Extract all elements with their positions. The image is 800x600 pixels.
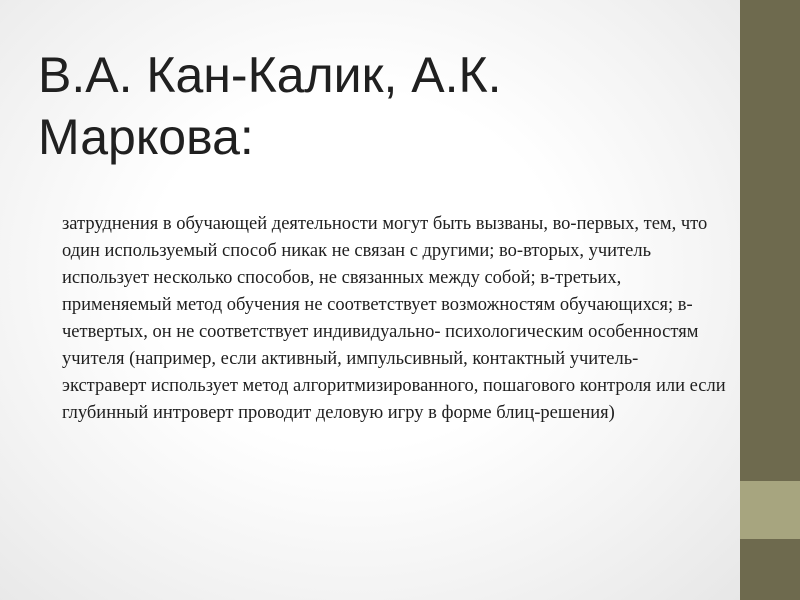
slide-title: В.А. Кан-Калик, А.К. Маркова: [38,47,502,165]
slide-body-text: затруднения в обучающей деятельности могут быть вызваны, во-первых, тем, что один используемый способ никак не связан с другими; во-вторых, учитель использует несколько способов, не связанных между собой; в-третьих, применяемый метод обучения не соответствует возможностям обучающихся; в-четвертых, он не соответствует индивидуально- психологическим особенностям учителя (например, если активный, импульсивный, контактный учитель- экстраверт использует метод алгоритмизированного, пошагового контроля или если глубинный интроверт проводит деловую игру в форме блиц-решения) [62,214,726,423]
decorative-sidebar-accent [740,481,800,539]
decorative-sidebar [740,0,800,600]
